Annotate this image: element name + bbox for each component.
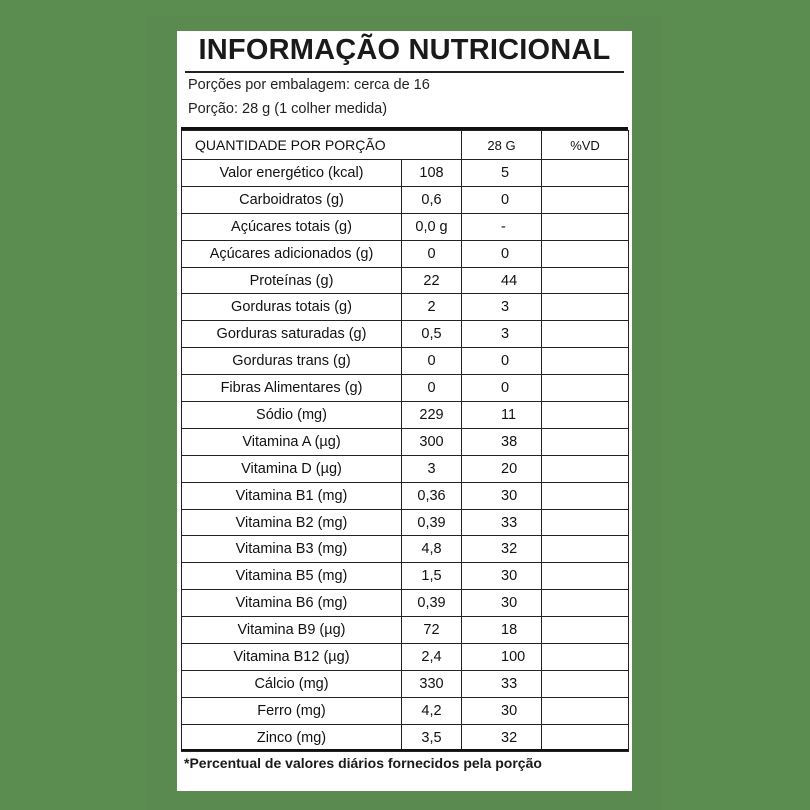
nutrient-name: Vitamina B3 (mg) bbox=[182, 536, 402, 563]
nutrient-amount: 2 bbox=[402, 294, 462, 321]
empty-cell bbox=[542, 563, 629, 590]
empty-cell bbox=[542, 186, 629, 213]
table-row bbox=[182, 590, 629, 617]
nutrient-amount: 72 bbox=[402, 617, 462, 644]
empty-cell bbox=[542, 724, 629, 751]
nutrient-amount: 3 bbox=[402, 455, 462, 482]
nutrient-vd: 0 bbox=[462, 240, 542, 267]
table-row bbox=[182, 428, 629, 455]
nutrient-name: Fibras Alimentares (g) bbox=[182, 375, 402, 402]
nutrient-vd: 0 bbox=[462, 348, 542, 375]
nutrient-amount: 22 bbox=[402, 267, 462, 294]
table-row bbox=[182, 160, 629, 187]
nutrient-amount: 0,6 bbox=[402, 186, 462, 213]
table-header-row bbox=[182, 131, 629, 160]
label-title: INFORMAÇÃO NUTRICIONAL bbox=[198, 34, 611, 66]
nutrient-amount: 108 bbox=[402, 160, 462, 187]
nutrient-name: Açúcares adicionados (g) bbox=[182, 240, 402, 267]
nutrient-name: Vitamina B12 (µg) bbox=[182, 644, 402, 671]
nutrient-name: Carboidratos (g) bbox=[182, 186, 402, 213]
empty-cell bbox=[542, 590, 629, 617]
table-row bbox=[182, 240, 629, 267]
nutrient-amount: 2,4 bbox=[402, 644, 462, 671]
empty-cell bbox=[542, 617, 629, 644]
table-row bbox=[182, 509, 629, 536]
nutrient-vd: 18 bbox=[462, 617, 542, 644]
nutrient-vd: 33 bbox=[462, 509, 542, 536]
table-bottom-divider bbox=[181, 749, 628, 751]
nutrient-name: Vitamina B9 (µg) bbox=[182, 617, 402, 644]
footnote: *Percentual de valores diários fornecidos pela porção bbox=[184, 755, 542, 771]
nutrient-vd: 0 bbox=[462, 186, 542, 213]
table-row bbox=[182, 644, 629, 671]
table-row bbox=[182, 402, 629, 429]
nutrient-vd: 30 bbox=[462, 697, 542, 724]
nutrient-vd: 11 bbox=[462, 402, 542, 429]
table-row bbox=[182, 563, 629, 590]
empty-cell bbox=[542, 644, 629, 671]
empty-cell bbox=[542, 482, 629, 509]
table-row bbox=[182, 455, 629, 482]
empty-cell bbox=[542, 240, 629, 267]
nutrient-name: Vitamina B2 (mg) bbox=[182, 509, 402, 536]
nutrient-name: Cálcio (mg) bbox=[182, 670, 402, 697]
nutrient-vd: 3 bbox=[462, 321, 542, 348]
nutrient-amount: 3,5 bbox=[402, 724, 462, 751]
nutrient-vd: 0 bbox=[462, 375, 542, 402]
nutrient-amount: 300 bbox=[402, 428, 462, 455]
nutrient-amount: 0 bbox=[402, 348, 462, 375]
nutrient-amount: 0,0 g bbox=[402, 213, 462, 240]
nutrition-label bbox=[177, 31, 632, 791]
servings-per-package: Porções por embalagem: cerca de 16 bbox=[188, 77, 430, 93]
nutrient-amount: 0,36 bbox=[402, 482, 462, 509]
nutrient-amount: 0 bbox=[402, 240, 462, 267]
nutrient-amount: 0,39 bbox=[402, 509, 462, 536]
header-vd: %VD bbox=[542, 131, 629, 160]
table-row bbox=[182, 482, 629, 509]
nutrient-vd: 38 bbox=[462, 428, 542, 455]
nutrient-amount: 1,5 bbox=[402, 563, 462, 590]
table-row bbox=[182, 186, 629, 213]
serving-size: Porção: 28 g (1 colher medida) bbox=[188, 101, 388, 117]
nutrient-name: Vitamina A (µg) bbox=[182, 428, 402, 455]
table-row bbox=[182, 213, 629, 240]
empty-cell bbox=[542, 455, 629, 482]
nutrient-amount: 0 bbox=[402, 375, 462, 402]
empty-cell bbox=[542, 670, 629, 697]
nutrient-name: Açúcares totais (g) bbox=[182, 213, 402, 240]
nutrient-amount: 4,2 bbox=[402, 697, 462, 724]
empty-cell bbox=[542, 536, 629, 563]
nutrient-name: Proteínas (g) bbox=[182, 267, 402, 294]
nutrient-name: Vitamina B5 (mg) bbox=[182, 563, 402, 590]
nutrient-amount: 4,8 bbox=[402, 536, 462, 563]
table-row bbox=[182, 348, 629, 375]
nutrient-vd: 30 bbox=[462, 563, 542, 590]
nutrient-name: Vitamina D (µg) bbox=[182, 455, 402, 482]
empty-cell bbox=[542, 428, 629, 455]
nutrient-name: Vitamina B6 (mg) bbox=[182, 590, 402, 617]
nutrient-name: Gorduras saturadas (g) bbox=[182, 321, 402, 348]
empty-cell bbox=[542, 348, 629, 375]
table-row bbox=[182, 267, 629, 294]
nutrient-name: Ferro (mg) bbox=[182, 697, 402, 724]
table-row bbox=[182, 697, 629, 724]
title-divider bbox=[185, 71, 624, 73]
nutrient-name: Gorduras totais (g) bbox=[182, 294, 402, 321]
nutrient-vd: 33 bbox=[462, 670, 542, 697]
nutrition-table bbox=[181, 130, 629, 752]
nutrient-vd: 3 bbox=[462, 294, 542, 321]
empty-cell bbox=[542, 375, 629, 402]
table-row bbox=[182, 375, 629, 402]
nutrient-vd: 44 bbox=[462, 267, 542, 294]
nutrient-amount: 229 bbox=[402, 402, 462, 429]
nutrient-vd: 30 bbox=[462, 590, 542, 617]
header-portion: 28 G bbox=[462, 131, 542, 160]
nutrient-vd: 32 bbox=[462, 724, 542, 751]
empty-cell bbox=[542, 160, 629, 187]
table-row bbox=[182, 724, 629, 751]
nutrient-vd: 30 bbox=[462, 482, 542, 509]
table-row bbox=[182, 670, 629, 697]
nutrient-amount: 0,39 bbox=[402, 590, 462, 617]
empty-cell bbox=[542, 321, 629, 348]
empty-cell bbox=[542, 697, 629, 724]
table-row bbox=[182, 536, 629, 563]
nutrient-vd: 20 bbox=[462, 455, 542, 482]
table-row bbox=[182, 294, 629, 321]
nutrient-name: Gorduras trans (g) bbox=[182, 348, 402, 375]
nutrient-name: Vitamina B1 (mg) bbox=[182, 482, 402, 509]
nutrient-vd: 32 bbox=[462, 536, 542, 563]
table-row bbox=[182, 321, 629, 348]
nutrient-name: Sódio (mg) bbox=[182, 402, 402, 429]
nutrient-name: Zinco (mg) bbox=[182, 724, 402, 751]
empty-cell bbox=[542, 213, 629, 240]
nutrient-amount: 330 bbox=[402, 670, 462, 697]
empty-cell bbox=[542, 402, 629, 429]
nutrient-vd: - bbox=[462, 213, 542, 240]
header-quantity: QUANTIDADE POR PORÇÃO bbox=[182, 131, 462, 160]
nutrient-vd: 5 bbox=[462, 160, 542, 187]
nutrient-name: Valor energético (kcal) bbox=[182, 160, 402, 187]
table-row bbox=[182, 617, 629, 644]
nutrient-vd: 100 bbox=[462, 644, 542, 671]
empty-cell bbox=[542, 267, 629, 294]
nutrient-amount: 0,5 bbox=[402, 321, 462, 348]
empty-cell bbox=[542, 294, 629, 321]
empty-cell bbox=[542, 509, 629, 536]
